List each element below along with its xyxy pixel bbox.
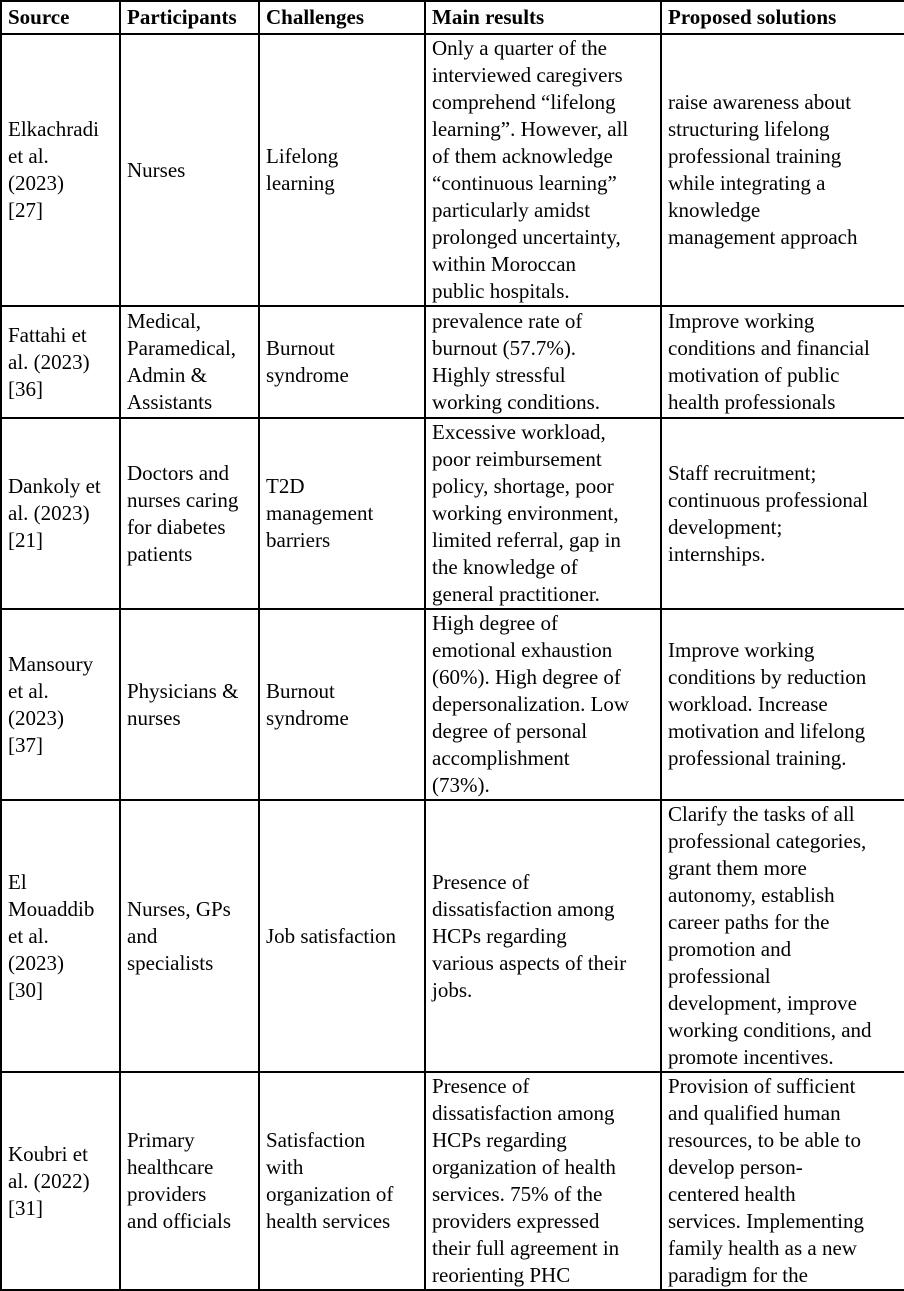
cell-challenges: Satisfaction with organization of health services <box>259 1072 425 1290</box>
cell-main-results: Presence of dissatisfaction among HCPs regarding various aspects of their jobs. <box>425 800 661 1072</box>
cell-participants: Doctors and nurses caring for diabetes patients <box>120 418 259 609</box>
cell-source: Mansoury et al. (2023) [37] <box>1 609 120 800</box>
cell-proposed-solutions: Clarify the tasks of all professional categories, grant them more autonomy, establish career paths for the promotion and professional development, improve working conditions, and promote incentives. <box>661 800 904 1072</box>
cell-proposed-solutions: Improve working conditions and financial motivation of public health professionals <box>661 306 904 418</box>
cell-source: Dankoly et al. (2023) [21] <box>1 418 120 609</box>
cell-main-results: Excessive workload, poor reimbursement policy, shortage, poor working environment, limited referral, gap in the knowledge of general practitioner. <box>425 418 661 609</box>
cell-challenges: Burnout syndrome <box>259 306 425 418</box>
table-row <box>1 418 904 609</box>
cell-challenges: Job satisfaction <box>259 800 425 1072</box>
cell-proposed-solutions: Provision of sufficient and qualified human resources, to be able to develop person- centered health services. Implementing family health as a new paradigm for the <box>661 1072 904 1290</box>
table-row <box>1 306 904 418</box>
cell-challenges: T2D management barriers <box>259 418 425 609</box>
cell-challenges: Lifelong learning <box>259 34 425 306</box>
cell-proposed-solutions: Staff recruitment; continuous professional development; internships. <box>661 418 904 609</box>
cell-source: El Mouaddib et al. (2023) [30] <box>1 800 120 1072</box>
cell-participants: Nurses, GPs and specialists <box>120 800 259 1072</box>
cell-proposed-solutions: Improve working conditions by reduction workload. Increase motivation and lifelong professional training. <box>661 609 904 800</box>
header-row <box>1 1 904 34</box>
table-header <box>1 1 904 34</box>
table-row <box>1 34 904 306</box>
cell-main-results: prevalence rate of burnout (57.7%). Highly stressful working conditions. <box>425 306 661 418</box>
table-body <box>1 34 904 1290</box>
header-proposed-solutions: Proposed solutions <box>661 1 904 34</box>
cell-main-results: Only a quarter of the interviewed caregivers comprehend “lifelong learning”. However, all of them acknowledge “continuous learning” particularly amidst prolonged uncertainty, within Moroccan public hospitals. <box>425 34 661 306</box>
cell-source: Elkachradi et al. (2023) [27] <box>1 34 120 306</box>
cell-source: Koubri et al. (2022) [31] <box>1 1072 120 1290</box>
cell-source: Fattahi et al. (2023) [36] <box>1 306 120 418</box>
cell-proposed-solutions: raise awareness about structuring lifelong professional training while integrating a knowledge management approach <box>661 34 904 306</box>
table-row <box>1 1072 904 1290</box>
cell-main-results: High degree of emotional exhaustion (60%). High degree of depersonalization. Low degree of personal accomplishment (73%). <box>425 609 661 800</box>
cell-participants: Physicians & nurses <box>120 609 259 800</box>
header-challenges: Challenges <box>259 1 425 34</box>
cell-challenges: Burnout syndrome <box>259 609 425 800</box>
header-source: Source <box>1 1 120 34</box>
cell-main-results: Presence of dissatisfaction among HCPs regarding organization of health services. 75% of the providers expressed their full agreement in reorienting PHC <box>425 1072 661 1290</box>
table-row <box>1 800 904 1072</box>
cell-participants: Medical, Paramedical, Admin & Assistants <box>120 306 259 418</box>
table-row <box>1 609 904 800</box>
cell-participants: Primary healthcare providers and officials <box>120 1072 259 1290</box>
header-main-results: Main results <box>425 1 661 34</box>
header-participants: Participants <box>120 1 259 34</box>
cell-participants: Nurses <box>120 34 259 306</box>
